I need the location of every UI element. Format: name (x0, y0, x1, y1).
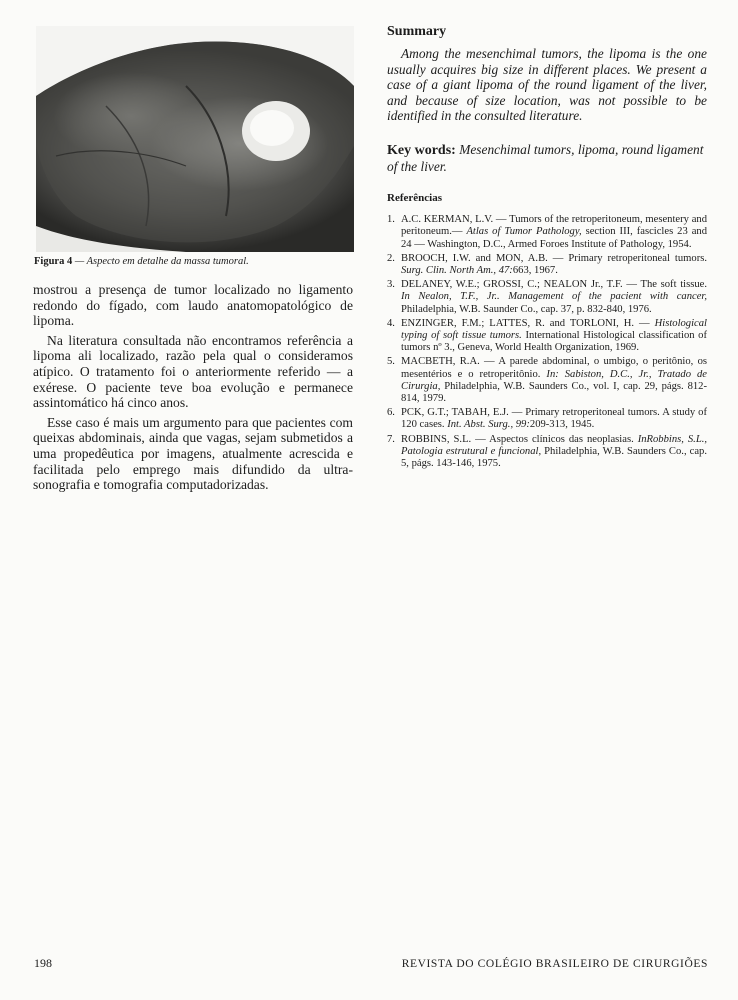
figure-label: Figura 4 (34, 256, 73, 267)
journal-title: REVISTA DO COLÉGIO BRASILEIRO DE CIRURGIÕES (401, 958, 708, 970)
summary-text: Among the mesenchimal tumors, the lipoma is the one usually acquires big size in different places. We present a case of a giant lipoma of the round ligament of the liver, and because of size location, was not possible to be identified in the consulted literature. (387, 46, 707, 124)
keywords-label: Key words: (387, 142, 456, 158)
body-paragraph: Esse caso é mais um argumento para que pacientes com queixas abdominais, ainda que vagas, sejam submetidos a uma propedêutica por imagens, atualmente acrescida e facilitada pelo emprego mais difundido da ultra-sonografia e tomografia computadorizadas. (33, 414, 353, 493)
reference-item: 6. PCK, G.T.; TABAH, E.J. — Primary retroperitoneal tumors. A study of 120 cases. Int. Abst. Surg., 99:209-313, 1945. (387, 407, 707, 431)
figure-photo (36, 26, 354, 252)
references-list (387, 214, 707, 470)
keywords (387, 142, 707, 174)
reference-item: 3. DELANEY, W.E.; GROSSI, C.; NEALON Jr., T.F. — The soft tissue. In Nealon, T.F., Jr.. Management of the pacient with cancer, Philadelphia, W.B. Saunder Co., cap. 37, p. 832-840, 1976. (387, 279, 707, 315)
keywords-text: Mesenchimal tumors, lipoma, round ligament of the liver. (387, 141, 704, 174)
reference-item: 4. ENZINGER, F.M.; LATTES, R. and TORLONI, H. — Histological typing of soft tissue tumors. International Histological classification of tumors nº 3., Geneva, World Health Organization, 1969. (387, 317, 707, 354)
body-paragraph: Na literatura consultada não encontramos referência a lipoma ali localizado, razão pela qual o consideramos atípico. O tratamento foi o anteriormente referido — a exérese. O paciente teve boa evolução e permanece assintomático há cinco anos. (33, 332, 353, 411)
summary-title: Summary (387, 24, 447, 39)
reference-item: 1. A.C. KERMAN, L.V. — Tumors of the retroperitoneum, mesentery and peritoneum.— Atlas of Tumor Pathology, section III, fascicles 23 and 24 — Washington, D.C., Armed Foroes Institute of Pathology, 1954. (387, 214, 707, 250)
page-number: 198 (34, 956, 52, 970)
figure-caption-text: — Aspecto em detalhe da massa tumoral. (74, 256, 249, 267)
reference-item: 5. MACBETH, R.A. — A parede abdominal, o umbigo, o peritônio, os mesentérios e o retroperitônio. In: Sabiston, D.C., Jr., Tratado de Cirurgia, Philadelphia, W.B. Saunders Co., vol. I, cap. 29, págs. 812-814, 1979. (387, 356, 707, 404)
body-text (33, 282, 353, 497)
right-column (387, 24, 707, 472)
reference-item: 7. ROBBINS, S.L. — Aspectos clínicos das neoplasias. InRobbins, S.L., Patologia estrutural e funcional, Philadelphia, W.B. Saunders Co., cap. 5, págs. 143-146, 1975. (387, 433, 708, 470)
body-paragraph: mostrou a presença de tumor localizado no ligamento redondo do fígado, com laudo anatomopatológico de lipoma. (33, 282, 353, 329)
references-title: Referências (387, 192, 442, 205)
tumor-mass-photo (36, 26, 354, 252)
reference-item: 2. BROOCH, I.W. and MON, A.B. — Primary retroperitoneal tumors. Surg. Clin. North Am., 47:663, 1967. (387, 252, 707, 276)
figure-caption (34, 256, 354, 267)
